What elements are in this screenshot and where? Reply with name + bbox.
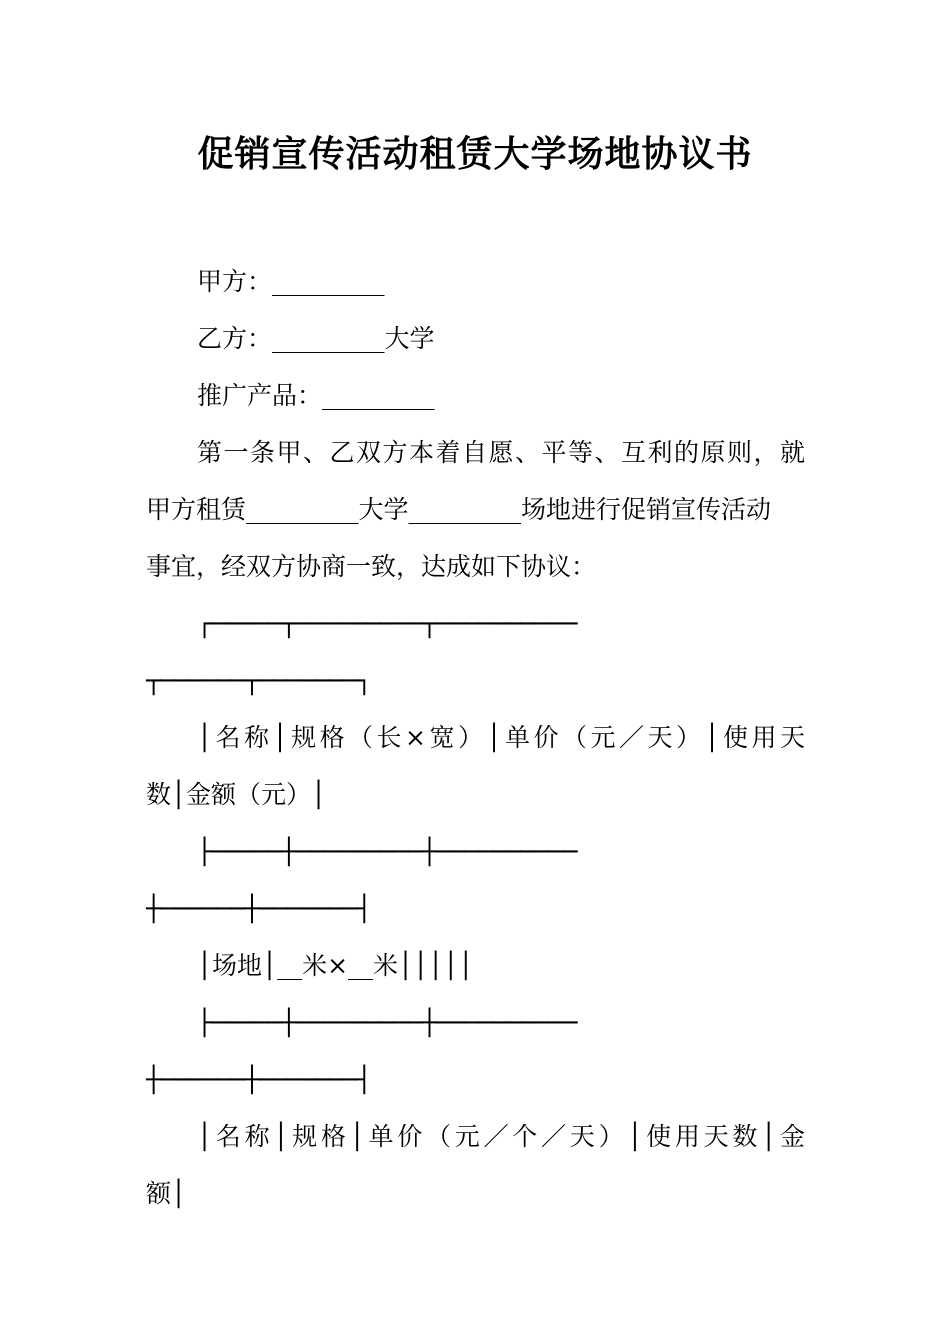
- table-top-border-b: ┬──────┬───────┐: [146, 666, 371, 695]
- table-separator-2-a: ├─────┼─────────┼──────────: [197, 1008, 577, 1037]
- table-separator-2-b: ┼──────┼───────┤: [146, 1065, 371, 1094]
- table-row-site: │场地│__米×__米│││││: [197, 951, 474, 980]
- table-header-2-a: │名称│规格│单价（元／个／天）│使用天数│金: [197, 1122, 805, 1151]
- table-separator-1-b: ┼──────┼───────┤: [146, 894, 371, 923]
- table-header-1-b: 数│金额（元）│: [146, 780, 327, 809]
- table-top-border-a: ┌─────┬─────────┬──────────: [197, 609, 577, 638]
- table-header-1-a: │名称│规格（长×宽）│单价（元／天）│使用天: [197, 723, 805, 752]
- article-1-line-3: 事宜，经双方协商一致，达成如下协议：: [146, 552, 597, 581]
- table-header-2-b: 额│: [146, 1179, 187, 1208]
- table-separator-1-a: ├─────┼─────────┼──────────: [197, 837, 577, 866]
- article-1-line-2: 甲方租赁_________大学_________场地进行促销宣传活动: [146, 495, 772, 524]
- product-line: 推广产品：_________: [197, 381, 435, 410]
- party-b-line: 乙方：_________大学: [197, 324, 435, 353]
- document-title: 促销宣传活动租赁大学场地协议书: [197, 133, 753, 175]
- party-a-line: 甲方：_________: [197, 267, 385, 296]
- article-1-line-1: 第一条甲、乙双方本着自愿、平等、互利的原则，就: [197, 438, 805, 467]
